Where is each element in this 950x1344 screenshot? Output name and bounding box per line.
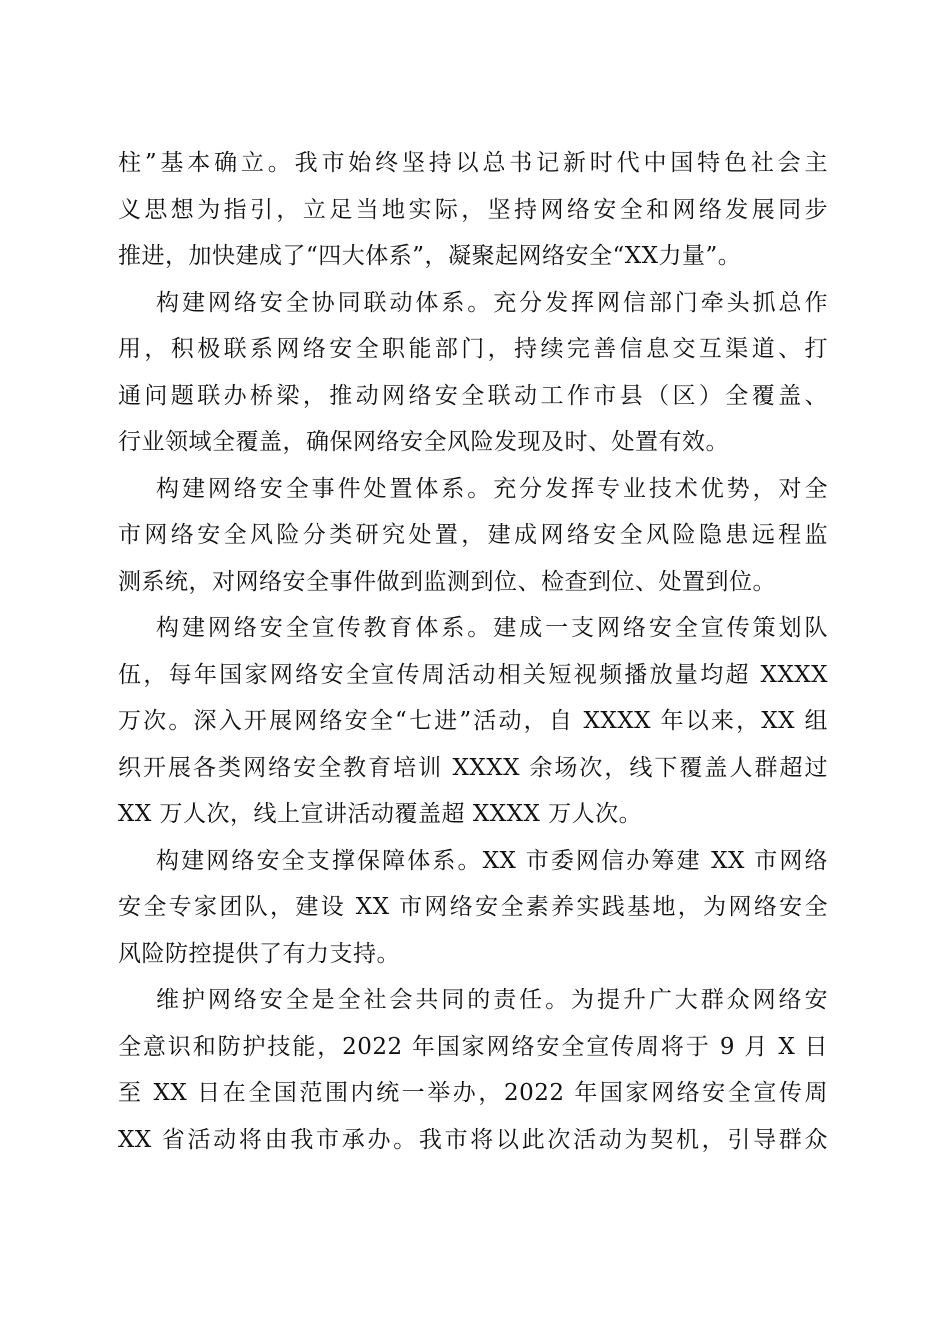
text-line: 织开展各类网络安全教育培训 XXXX 余场次，线下覆盖人群超过 xyxy=(118,754,828,781)
text-line: 伍，每年国家网络安全宣传周活动相关短视频播放量均超 XXXX xyxy=(118,661,828,688)
text-line: 行业领域全覆盖，确保网络安全风险发现及时、处置有效。 xyxy=(118,429,729,455)
paragraph-heading-line: 构建网络安全事件处置体系。充分发挥专业技术优势，对全 xyxy=(156,475,828,502)
text-line: XX 万人次，线上宣讲活动覆盖超 XXXX 万人次。 xyxy=(118,801,643,827)
text-line: 至 XX 日在全国范围内统一举办，2022 年国家网络安全宣传周 xyxy=(118,1080,828,1106)
text-line: 用，积极联系网络安全职能部门，持续完善信息交互渠道、打 xyxy=(118,336,828,362)
body-text xyxy=(118,140,828,1163)
paragraph-heading-line: 构建网络安全支撑保障体系。XX 市委网信办筹建 XX 市网络 xyxy=(156,847,828,874)
text-line: 柱”基本确立。我市始终坚持以总书记新时代中国特色社会主 xyxy=(118,150,828,176)
paragraph-heading-line: 构建网络安全宣传教育体系。建成一支网络安全宣传策划队 xyxy=(156,615,828,641)
text-line: 全意识和防护技能，2022 年国家网络安全宣传周将于 9 月 X 日 xyxy=(118,1033,828,1060)
text-line: 安全专家团队，建设 XX 市网络安全素养实践基地，为网络安全 xyxy=(118,894,828,920)
text-line: 市网络安全风险分类研究处置，建成网络安全风险隐患远程监 xyxy=(118,522,828,548)
text-line: 通问题联办桥梁，推动网络安全联动工作市县（区）全覆盖、 xyxy=(118,382,828,409)
text-line: 推进，加快建成了“四大体系”，凝聚起网络安全“XX力量”。 xyxy=(118,243,742,269)
text-line: 万次。深入开展网络安全“七进”活动，自 XXXX 年以来，XX 组 xyxy=(118,708,828,734)
paragraph-heading-line: 维护网络安全是全社会共同的责任。为提升广大群众网络安 xyxy=(156,987,828,1013)
paragraph-heading-line: 构建网络安全协同联动体系。充分发挥网信部门牵头抓总作 xyxy=(156,289,828,316)
text-line: 义思想为指引，立足当地实际，坚持网络安全和网络发展同步 xyxy=(118,196,828,223)
text-line: 风险防控提供了有力支持。 xyxy=(118,940,400,967)
text-line: 测系统，对网络安全事件做到监测到位、检查到位、处置到位。 xyxy=(118,568,776,595)
text-line: XX 省活动将由我市承办。我市将以此次活动为契机，引导群众 xyxy=(118,1126,828,1153)
